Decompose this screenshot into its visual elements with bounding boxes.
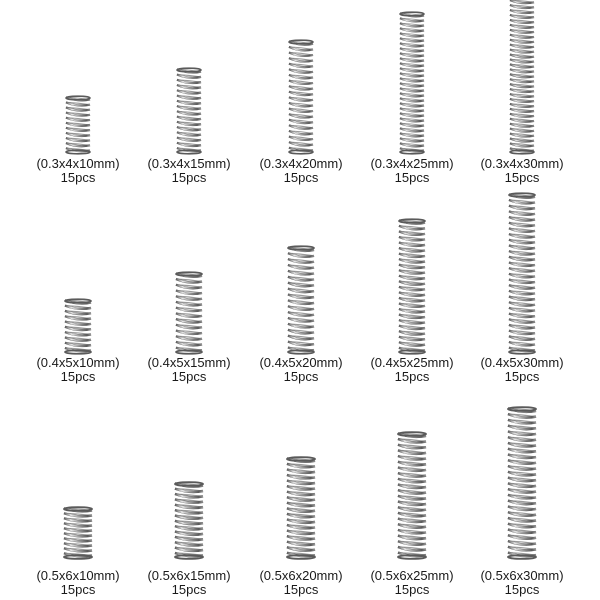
spring-label-1-2 — [129, 157, 249, 185]
spring-label-1-5 — [462, 157, 582, 185]
spring-label-3-2 — [129, 569, 249, 597]
spring-spec: (0.4x5x10mm) — [36, 355, 120, 370]
spring-spec: (0.5x6x10mm) — [36, 568, 120, 583]
spring-spec: (0.3x4x10mm) — [36, 156, 120, 171]
spring-spec: (0.4x5x25mm) — [370, 355, 454, 370]
spring-spec: (0.3x4x20mm) — [259, 156, 343, 171]
spring-spec: (0.5x6x20mm) — [259, 568, 343, 583]
spring-image-2-5 — [505, 191, 539, 356]
spring-quantity: 15pcs — [171, 170, 207, 185]
spring-image-3-1 — [60, 505, 96, 561]
spring-image-3-3 — [283, 455, 319, 561]
spring-quantity: 15pcs — [283, 369, 319, 384]
spring-spec: (0.3x4x25mm) — [370, 156, 454, 171]
spring-label-2-2 — [129, 356, 249, 384]
spring-spec: (0.4x5x30mm) — [480, 355, 564, 370]
spring-label-2-4 — [352, 356, 472, 384]
spring-image-2-3 — [284, 244, 318, 356]
spring-quantity: 15pcs — [283, 582, 319, 597]
spring-label-3-3 — [241, 569, 361, 597]
spring-quantity: 15pcs — [283, 170, 319, 185]
spring-label-1-1 — [18, 157, 138, 185]
spring-image-1-3 — [285, 38, 317, 156]
spring-label-3-5 — [462, 569, 582, 597]
spring-quantity: 15pcs — [171, 582, 207, 597]
spring-spec: (0.4x5x15mm) — [147, 355, 231, 370]
spring-label-2-5 — [462, 356, 582, 384]
spring-quantity: 15pcs — [504, 582, 540, 597]
spring-spec: (0.4x5x20mm) — [259, 355, 343, 370]
spring-image-3-2 — [171, 480, 207, 561]
spring-image-1-2 — [173, 66, 205, 156]
spring-spec: (0.5x6x25mm) — [370, 568, 454, 583]
spring-image-1-1 — [62, 94, 94, 156]
spring-quantity: 15pcs — [394, 369, 430, 384]
spring-label-2-3 — [241, 356, 361, 384]
spring-spec: (0.5x6x15mm) — [147, 568, 231, 583]
spring-spec: (0.3x4x15mm) — [147, 156, 231, 171]
spring-spec: (0.5x6x30mm) — [480, 568, 564, 583]
spring-quantity: 15pcs — [60, 170, 96, 185]
spring-quantity: 15pcs — [171, 369, 207, 384]
spring-label-1-4 — [352, 157, 472, 185]
spring-label-2-1 — [18, 356, 138, 384]
spring-spec: (0.3x4x30mm) — [480, 156, 564, 171]
spring-image-3-5 — [504, 405, 540, 561]
spring-image-3-4 — [394, 430, 430, 561]
spring-label-1-3 — [241, 157, 361, 185]
spring-quantity: 15pcs — [60, 369, 96, 384]
spring-quantity: 15pcs — [394, 582, 430, 597]
spring-quantity: 15pcs — [504, 369, 540, 384]
spring-image-2-1 — [61, 297, 95, 356]
spring-image-2-2 — [172, 270, 206, 356]
spring-image-1-4 — [396, 10, 428, 156]
spring-label-3-4 — [352, 569, 472, 597]
spring-quantity: 15pcs — [60, 582, 96, 597]
spring-image-2-4 — [395, 217, 429, 356]
spring-quantity: 15pcs — [504, 170, 540, 185]
spring-image-1-5 — [506, 0, 538, 156]
spring-label-3-1 — [18, 569, 138, 597]
spring-quantity: 15pcs — [394, 170, 430, 185]
